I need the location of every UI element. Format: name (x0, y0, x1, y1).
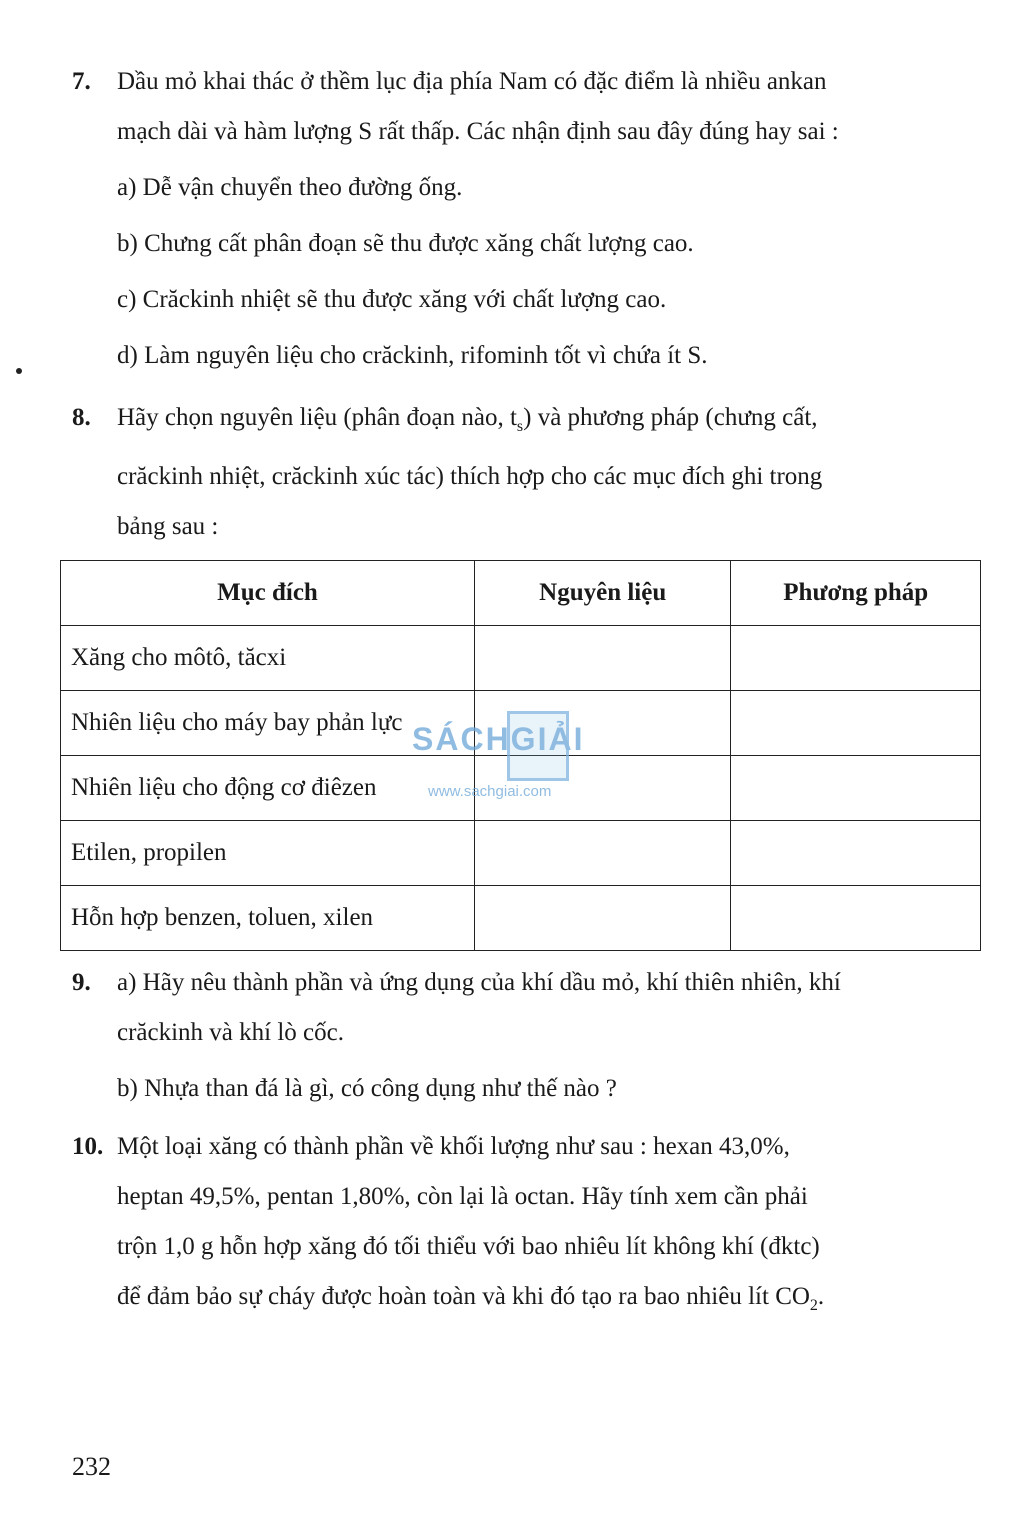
table-row (61, 626, 981, 691)
purpose-cell: Nhiên liệu cho động cơ điêzen (61, 756, 475, 821)
question-text: heptan 49,5%, pentan 1,80%, còn lại là octan. Hãy tính xem cần phải (117, 1183, 808, 1210)
purpose-cell: Hỗn hợp benzen, toluen, xilen (61, 886, 475, 951)
question-text: crăckinh và khí lò cốc. (117, 1019, 344, 1046)
question-text: trộn 1,0 g hỗn hợp xăng đó tối thiểu với bao nhiêu lít không khí (đktc) (117, 1233, 820, 1260)
question-8 (72, 393, 972, 552)
method-cell (731, 821, 981, 886)
statement-d: d) Làm nguyên liệu cho crăckinh, rifominh tốt vì chứa ít S. (117, 342, 708, 369)
purpose-cell: Xăng cho môtô, tăcxi (61, 626, 475, 691)
statement-c: c) Crăckinh nhiệt sẽ thu được xăng với chất lượng cao. (117, 286, 667, 313)
watermark (412, 705, 612, 805)
header-purpose: Mục đích (61, 561, 475, 626)
question-text: crăckinh nhiệt, crăckinh xúc tác) thích hợp cho các mục đích ghi trong (117, 463, 823, 490)
watermark-url: www.sachgiai.com (428, 783, 552, 800)
purpose-cell: Nhiên liệu cho máy bay phản lực (61, 691, 475, 756)
question-number: 10. (72, 1133, 104, 1160)
purpose-cell: Etilen, propilen (61, 821, 475, 886)
question-9 (72, 958, 972, 1114)
question-number: 8. (72, 404, 91, 431)
material-cell (474, 886, 730, 951)
question-text: bảng sau : (117, 513, 219, 540)
question-text: Một loại xăng có thành phần về khối lượng như sau : hexan 43,0%, (117, 1133, 790, 1160)
question-7 (72, 57, 972, 381)
question-text: a) Hãy nêu thành phần và ứng dụng của khí dầu mỏ, khí thiên nhiên, khí (117, 969, 841, 996)
question-text: để đảm bảo sự cháy được hoàn toàn và khi đó tạo ra bao nhiêu lít $CO_2$. (117, 1283, 825, 1314)
table-header-row (61, 561, 981, 626)
stray-dot (16, 368, 22, 374)
page-number: 232 (72, 1452, 111, 1481)
material-cell (474, 821, 730, 886)
question-text: Hãy chọn nguyên liệu (phân đoạn nào, $t_s$) và phương pháp (chưng cất, (117, 404, 818, 435)
method-cell (731, 691, 981, 756)
table-row (61, 821, 981, 886)
material-cell (474, 626, 730, 691)
method-cell (731, 886, 981, 951)
question-10 (72, 1122, 972, 1331)
statement-b: b) Nhựa than đá là gì, có công dụng như thế nào ? (117, 1075, 617, 1102)
method-cell (731, 626, 981, 691)
question-text: mạch dài và hàm lượng S rất thấp. Các nhận định sau đây đúng hay sai : (117, 118, 839, 145)
question-text: Dầu mỏ khai thác ở thềm lục địa phía Nam có đặc điểm là nhiều ankan (117, 68, 827, 95)
header-method: Phương pháp (731, 561, 981, 626)
header-material: Nguyên liệu (474, 561, 730, 626)
question-number: 9. (72, 969, 91, 996)
question-number: 7. (72, 68, 91, 95)
statement-a: a) Dễ vận chuyển theo đường ống. (117, 174, 463, 201)
method-cell (731, 756, 981, 821)
statement-b: b) Chưng cất phân đoạn sẽ thu được xăng chất lượng cao. (117, 230, 694, 257)
watermark-logo-text: SÁCHGIẢI (412, 721, 585, 757)
table-row (61, 886, 981, 951)
